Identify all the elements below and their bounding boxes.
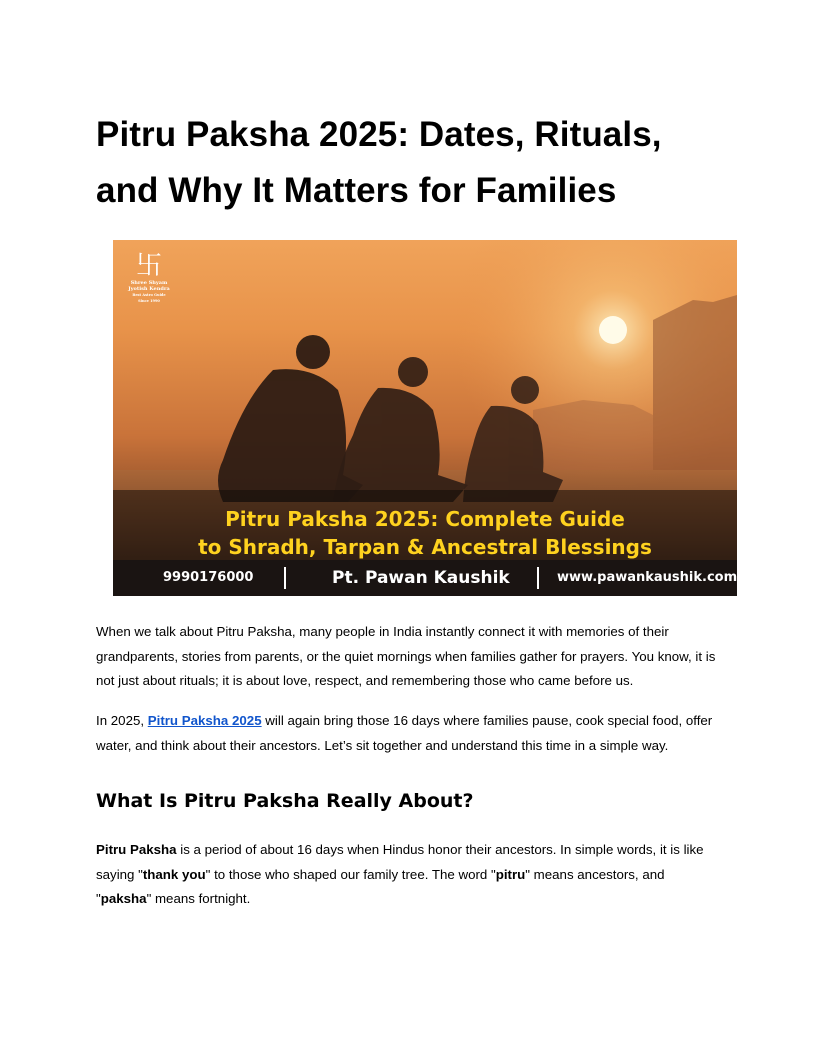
banner-title-line-1: Pitru Paksha 2025: Complete Guide [225,507,625,531]
pitru-paksha-2025-link[interactable]: Pitru Paksha 2025 [147,713,262,728]
paragraph-text: In 2025, [96,713,148,728]
definition-paragraph [96,838,720,912]
bold-term: thank you [142,866,206,882]
paragraph-text: will again bring those 16 days where families pause, cook special food, offer water, and think about their ancestors. Let’s sit together and understand this time in a simple way. [96,713,713,753]
riverside-buildings [653,295,737,470]
sun-shape [599,316,627,344]
dates-paragraph [96,709,720,758]
bar-divider [284,567,286,589]
paragraph-text: " means ancestors, and " [96,866,665,907]
bold-term: paksha [100,891,147,907]
paragraph-text: is a period of about 16 days when Hindus honor their ancestors. In simple words, it is like saying " [96,842,704,882]
logo-line-2: Jyotish Kendra [128,286,170,292]
contact-bar [113,560,737,596]
hero-image [113,240,737,596]
paragraph-text: " means fortnight. [146,891,251,907]
website-url: www.pawankaushik.com [557,570,737,585]
section-heading: What Is Pitru Paksha Really About? [96,790,474,812]
brand-logo [127,252,171,304]
bold-term: Pitru Paksha [96,842,177,857]
bar-divider [537,567,539,589]
phone-number: 9990176000 [163,570,254,585]
logo-line-3: Best Astro Guide Since 1990 [132,293,166,303]
banner-title-line-2: to Shradh, Tarpan & Ancestral Blessings [198,535,652,559]
author-name: Pt. Pawan Kaushik [332,568,510,588]
paragraph-text: " to those who shaped our family tree. The word " [205,866,496,882]
page-title [96,107,720,219]
bold-term: pitru [495,866,526,882]
title-line-2: and Why It Matters for Families [96,171,617,210]
intro-paragraph: When we talk about Pitru Paksha, many people in India instantly connect it with memories of their grandparents, stories from parents, or the quiet mornings when families gather for prayers. You know, it is not just about rituals; it is about love, respect, and remembering those who came before us. [96,624,716,689]
logo-line-1: Shree Shyam [130,280,168,286]
title-line-1: Pitru Paksha 2025: Dates, Rituals, [96,115,662,154]
swastika-icon: 卐 [135,251,162,281]
